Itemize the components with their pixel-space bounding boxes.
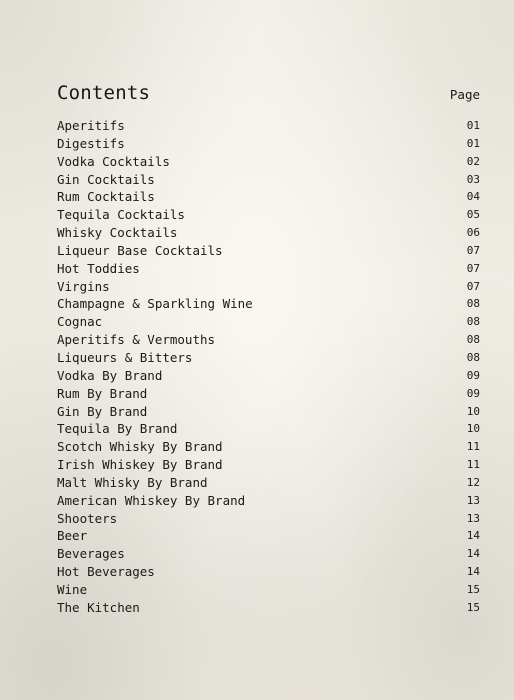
toc-entry-title: Cognac [57,314,103,330]
toc-entry [57,349,480,367]
toc-entry-page-number: 08 [466,315,480,329]
toc-entry [57,403,480,421]
toc-entry [57,492,480,510]
toc-entry [57,295,480,313]
toc-entry [57,438,480,456]
toc-entry-page-number: 07 [466,261,480,275]
toc-entry-page-number: 07 [466,243,480,257]
toc-entry-title: Rum Cocktails [57,189,155,205]
toc-entry-title: Whisky Cocktails [57,225,178,241]
toc-entry-title: Rum By Brand [57,385,148,401]
toc-entry [57,206,480,224]
toc-entry-title: Virgins [57,278,110,294]
toc-entry-title: Wine [57,581,88,597]
toc-entry-title: Hot Beverages [57,564,155,580]
toc-entry [57,474,480,492]
toc-entry-title: Scotch Whisky By Brand [57,439,223,455]
toc-entry [57,260,480,278]
toc-entry [57,313,480,331]
contents-header [57,82,480,108]
toc-entry [57,117,480,135]
toc-entry [57,510,480,528]
toc-entry-page-number: 08 [466,350,480,364]
page-column-label: Page [449,87,480,102]
toc-entry [57,527,480,545]
toc-entry-page-number: 15 [466,600,480,614]
toc-entry-title: Beer [57,528,88,544]
toc-entry-page-number: 01 [466,136,480,150]
toc-entry-page-number: 14 [466,529,480,543]
toc-entry-page-number: 09 [466,368,480,382]
toc-entry-page-number: 11 [466,458,480,472]
toc-entry-page-number: 13 [466,493,480,507]
toc-entry [57,278,480,296]
toc-entry-title: Gin Cocktails [57,171,155,187]
contents-title: Contents [57,82,151,104]
toc-entry-title: Malt Whisky By Brand [57,474,208,490]
toc-entry [57,188,480,206]
toc-entry-title: Vodka Cocktails [57,153,170,169]
table-of-contents [57,117,480,617]
toc-entry [57,331,480,349]
toc-entry [57,153,480,171]
toc-entry-title: Digestifs [57,135,125,151]
toc-entry-page-number: 06 [466,226,480,240]
toc-entry-page-number: 10 [466,422,480,436]
toc-entry [57,135,480,153]
toc-entry-title: Irish Whiskey By Brand [57,457,223,473]
toc-entry-title: Hot Toddies [57,260,140,276]
toc-entry-title: Shooters [57,510,118,526]
toc-entry-title: The Kitchen [57,599,140,615]
toc-entry-title: Tequila Cocktails [57,207,185,223]
toc-entry [57,367,480,385]
toc-entry-page-number: 09 [466,386,480,400]
toc-entry [57,224,480,242]
toc-entry-page-number: 01 [466,119,480,132]
toc-entry-title: Aperitifs & Vermouths [57,332,216,348]
toc-entry-title: Tequila By Brand [57,421,178,437]
toc-entry-title: American Whiskey By Brand [57,492,246,508]
toc-entry-page-number: 14 [466,547,480,561]
toc-entry [57,171,480,189]
toc-entry [57,599,480,617]
toc-entry-title: Beverages [57,546,125,562]
toc-entry-title: Gin By Brand [57,403,148,419]
toc-entry-page-number: 11 [466,440,480,454]
toc-entry-page-number: 03 [466,172,480,186]
toc-entry [57,581,480,599]
toc-entry [57,385,480,403]
toc-entry-page-number: 07 [466,279,480,293]
toc-entry [57,563,480,581]
toc-entry-title: Aperitifs [57,118,125,133]
toc-entry-title: Liqueur Base Cocktails [57,242,223,258]
toc-entry [57,545,480,563]
toc-entry-page-number: 08 [466,333,480,347]
toc-entry-title: Champagne & Sparkling Wine [57,296,253,312]
toc-entry [57,456,480,474]
toc-entry-title: Vodka By Brand [57,367,163,383]
toc-entry-page-number: 14 [466,565,480,579]
toc-entry-page-number: 02 [466,154,480,168]
toc-entry [57,420,480,438]
toc-entry-title: Liqueurs & Bitters [57,349,193,365]
toc-entry-page-number: 13 [466,511,480,525]
toc-entry [57,242,480,260]
toc-entry-page-number: 12 [466,475,480,489]
toc-entry-page-number: 04 [466,190,480,204]
toc-entry-page-number: 10 [466,404,480,418]
toc-entry-page-number: 15 [466,582,480,596]
toc-entry-page-number: 05 [466,208,480,222]
toc-entry-page-number: 08 [466,297,480,311]
